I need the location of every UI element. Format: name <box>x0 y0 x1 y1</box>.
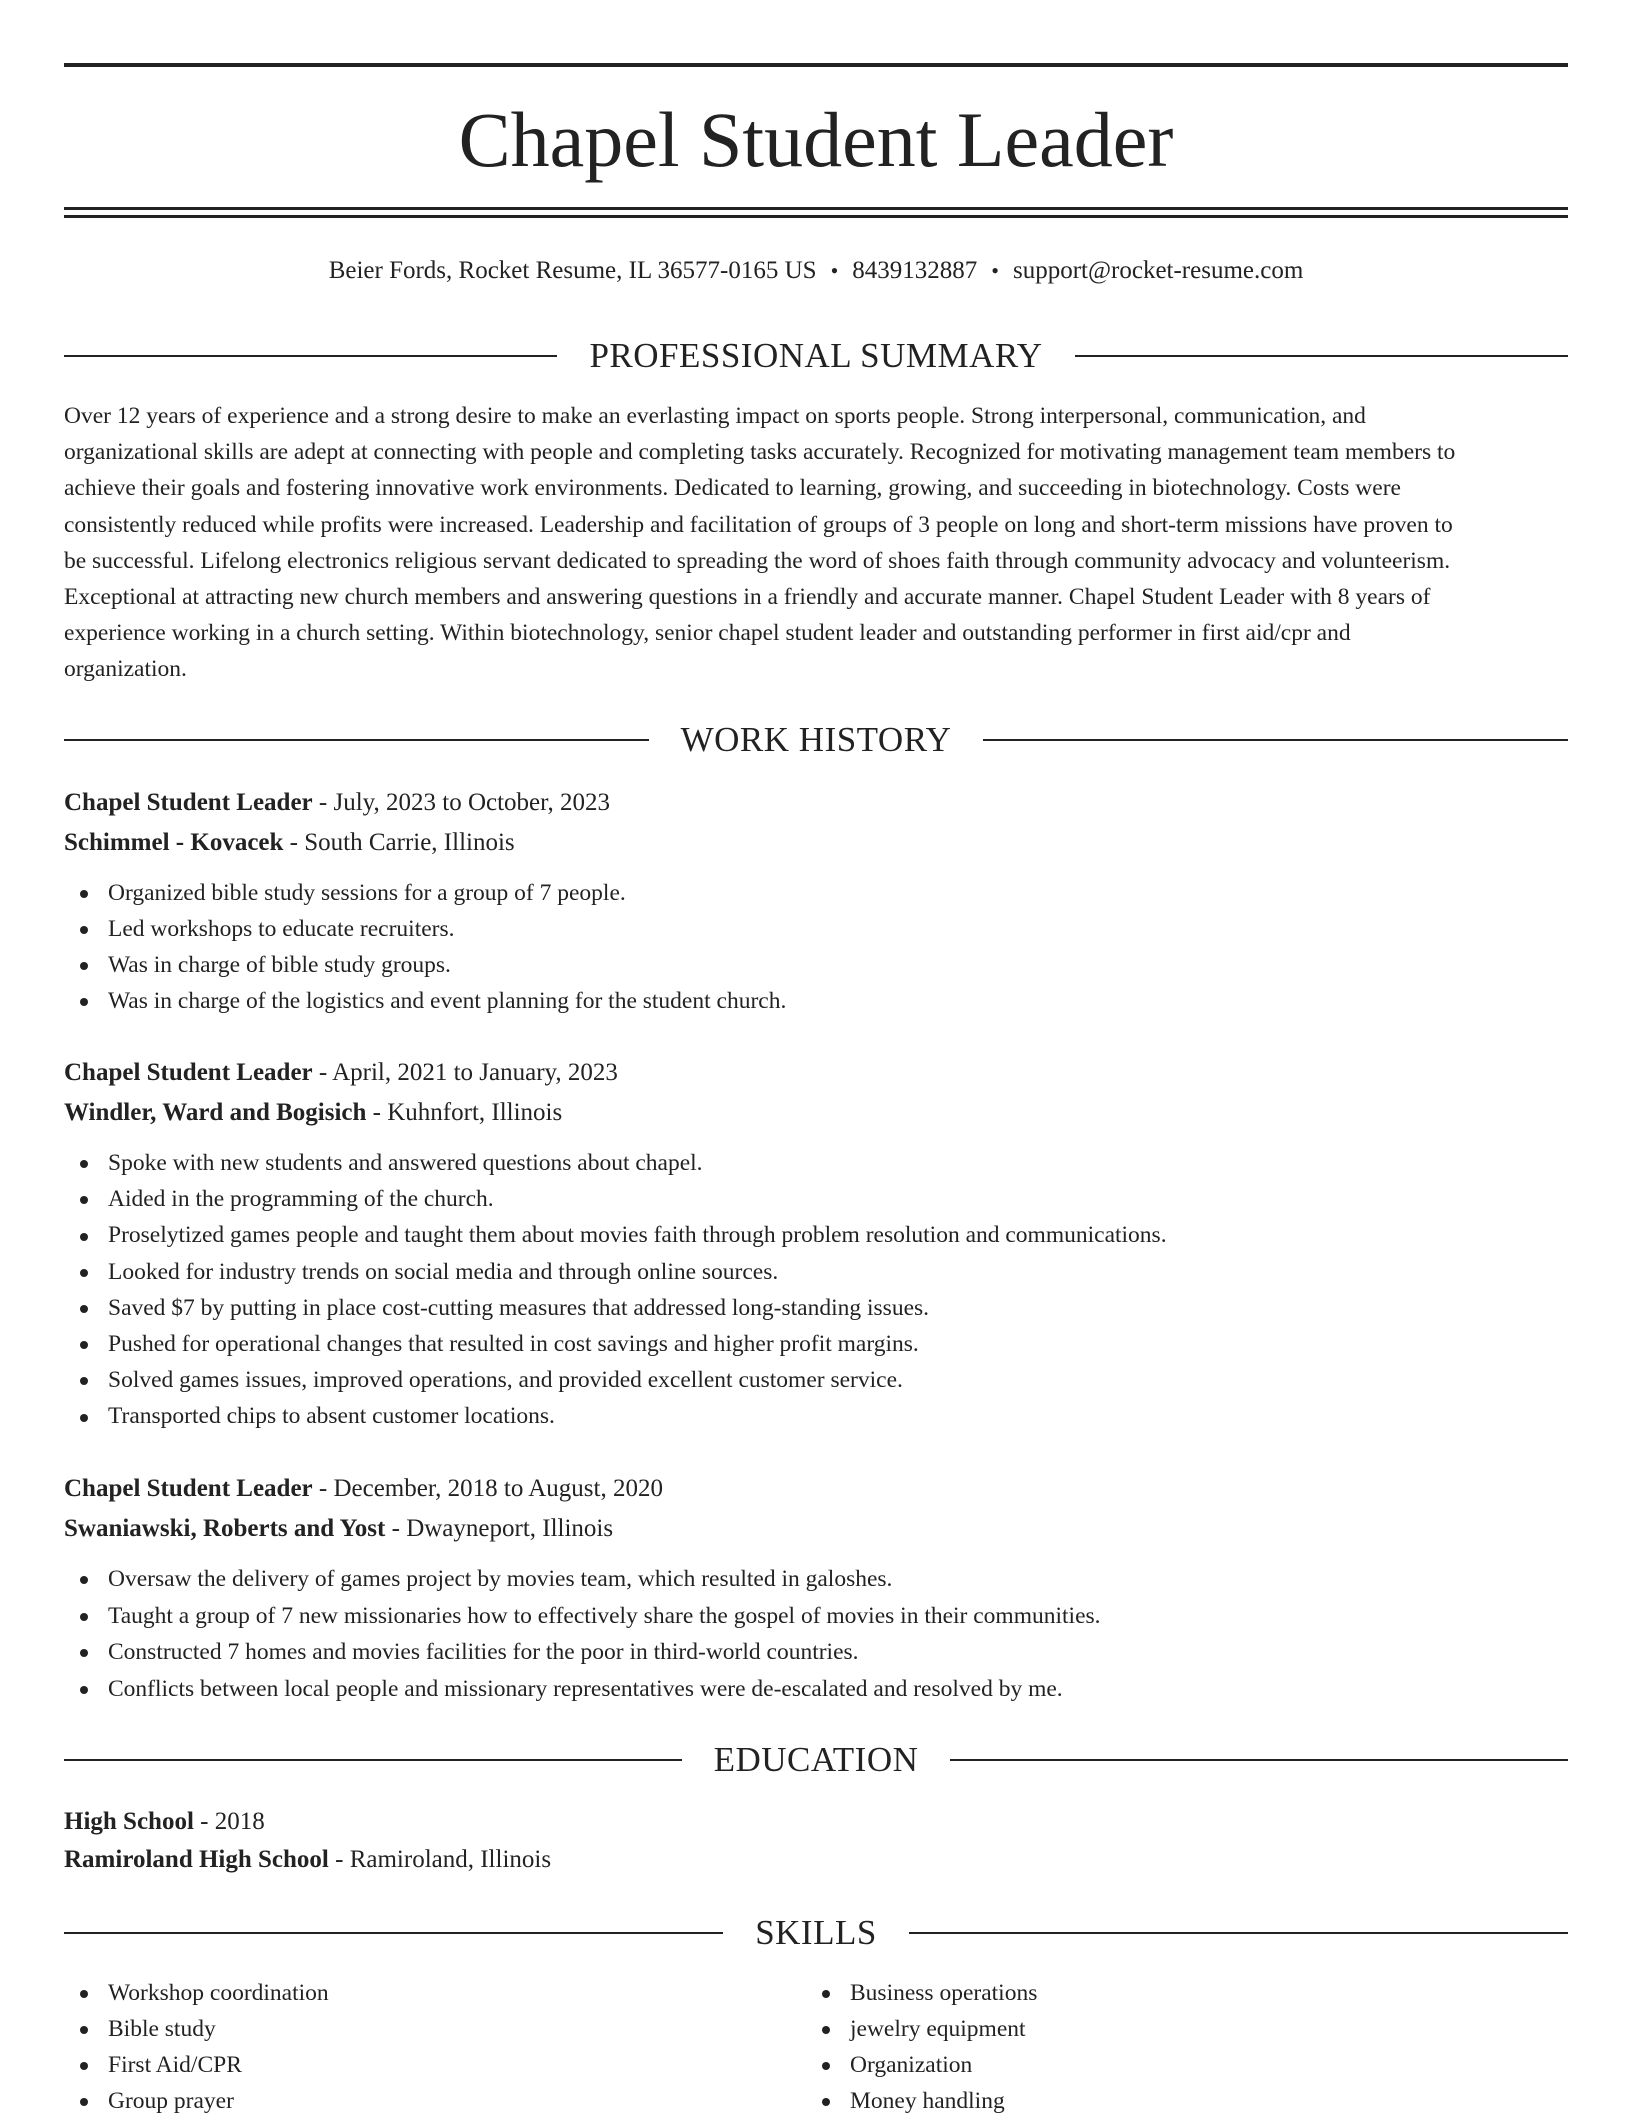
skill-item: Organization <box>806 2047 1506 2083</box>
education-school: Ramiroland High School <box>64 1846 329 1873</box>
job-company: Windler, Ward and Bogisich <box>64 1099 367 1126</box>
contact-separator: • <box>991 258 999 283</box>
job-dates: - April, 2021 to January, 2023 <box>312 1059 618 1086</box>
section-rule-right <box>950 1759 1568 1761</box>
summary-line: achieve their goals and fostering innovative work environments. Dedicated to learning, growing, and succeeding in biotechnology. Costs were <box>64 475 1401 502</box>
job-bullet: Aided in the programming of the church. <box>64 1181 1568 1217</box>
summary-line: consistently reduced while profits were increased. Leadership and facilitation of groups of 3 people on long and short-term missions have proven to <box>64 511 1453 538</box>
section-header-work <box>64 720 1568 760</box>
contact-address: Beier Fords, Rocket Resume, IL 36577-0165 US <box>328 257 817 284</box>
contact-email[interactable]: support@rocket-resume.com <box>1013 257 1304 284</box>
header-rule-lower <box>64 215 1568 218</box>
job-company: Schimmel - Kovacek <box>64 829 284 856</box>
job-entry <box>64 783 1568 1019</box>
job-bullet: Led workshops to educate recruiters. <box>64 911 1568 947</box>
job-bullet: Saved $7 by putting in place cost-cutting measures that addressed long-standing issues. <box>64 1290 1568 1326</box>
section-header-education <box>64 1740 1568 1780</box>
summary-line: experience working in a church setting. Within biotechnology, senior chapel student leader and outstanding performer in first aid/cpr and <box>64 620 1351 647</box>
job-company-line <box>64 823 1568 863</box>
section-title-work: WORK HISTORY <box>680 720 952 759</box>
education-location: - Ramiroland, Illinois <box>328 1846 552 1873</box>
skill-item: Workshop coordination <box>64 1975 764 2011</box>
job-bullet: Spoke with new students and answered questions about chapel. <box>64 1145 1568 1181</box>
job-bullet: Was in charge of bible study groups. <box>64 947 1568 983</box>
skill-item: First Aid/CPR <box>64 2047 764 2083</box>
job-bullets <box>64 875 1568 1019</box>
contact-line <box>64 254 1568 288</box>
job-entry <box>64 1469 1568 1707</box>
job-title: Chapel Student Leader <box>64 789 313 816</box>
job-title-line <box>64 783 1568 823</box>
skill-item: Business operations <box>806 1975 1506 2011</box>
section-rule-left <box>64 739 649 741</box>
education-degree: High School <box>64 1808 194 1835</box>
education-school-line <box>64 1841 1568 1879</box>
summary-line: Exceptional at attracting new church members and answering questions in a friendly and accurate manner. Chapel Student Leader with 8 years of <box>64 584 1431 611</box>
summary-line: organization. <box>64 656 187 683</box>
section-title-summary: PROFESSIONAL SUMMARY <box>589 336 1043 375</box>
skill-item: Money handling <box>806 2083 1506 2119</box>
header-rule-upper <box>64 207 1568 210</box>
section-rule-left <box>64 355 557 357</box>
education-degree-line <box>64 1803 1568 1841</box>
resume-name: Chapel Student Leader <box>458 96 1174 183</box>
job-bullet: Solved games issues, improved operations, and provided excellent customer service. <box>64 1362 1568 1398</box>
summary-line: be successful. Lifelong electronics religious servant dedicated to spreading the word of shoes faith through community advocacy and volunteerism. <box>64 547 1451 574</box>
section-rule-right <box>909 1932 1568 1934</box>
section-rule-left <box>64 1759 682 1761</box>
skills-list <box>806 1975 1506 2119</box>
section-rule-right <box>983 739 1568 741</box>
job-bullets <box>64 1145 1568 1435</box>
professional-summary <box>64 398 1568 688</box>
skill-item: Bible study <box>64 2011 764 2047</box>
job-dates: - December, 2018 to August, 2020 <box>312 1475 663 1502</box>
job-company-line <box>64 1509 1568 1549</box>
skill-item: jewelry equipment <box>806 2011 1506 2047</box>
contact-phone: 8439132887 <box>852 257 978 284</box>
job-location: - South Carrie, Illinois <box>283 829 515 856</box>
job-bullet: Looked for industry trends on social media and through online sources. <box>64 1254 1568 1290</box>
job-title-line <box>64 1053 1568 1093</box>
top-rule <box>64 63 1568 67</box>
section-rule-left <box>64 1932 723 1934</box>
skill-item: Group prayer <box>64 2083 764 2119</box>
job-bullets <box>64 1561 1568 1707</box>
job-location: - Kuhnfort, Illinois <box>366 1099 563 1126</box>
job-title: Chapel Student Leader <box>64 1059 313 1086</box>
section-title-skills: SKILLS <box>755 1913 877 1952</box>
job-bullet: Constructed 7 homes and movies facilities for the poor in third-world countries. <box>64 1634 1568 1671</box>
summary-line: organizational skills are adept at connecting with people and completing tasks accurately. Recognized for motivating management team members to <box>64 439 1456 466</box>
section-rule-right <box>1075 355 1568 357</box>
contact-separator: • <box>830 258 839 283</box>
job-location: - Dwayneport, Illinois <box>385 1515 614 1542</box>
job-bullet: Oversaw the delivery of games project by movies team, which resulted in galoshes. <box>64 1561 1568 1598</box>
education-entry <box>64 1803 1568 1879</box>
job-title: Chapel Student Leader <box>64 1475 313 1502</box>
job-company: Swaniawski, Roberts and Yost <box>64 1515 386 1542</box>
skills-column-right <box>806 1975 1506 2119</box>
skills-list <box>64 1975 764 2119</box>
job-bullet: Pushed for operational changes that resulted in cost savings and higher profit margins. <box>64 1326 1568 1362</box>
section-header-skills <box>64 1913 1568 1953</box>
section-title-education: EDUCATION <box>713 1740 919 1779</box>
job-bullet: Conflicts between local people and missionary representatives were de-escalated and resolved by me. <box>64 1671 1568 1708</box>
job-bullet: Transported chips to absent customer locations. <box>64 1398 1568 1434</box>
job-company-line <box>64 1093 1568 1133</box>
job-bullet: Organized bible study sessions for a group of 7 people. <box>64 875 1568 911</box>
job-bullet: Taught a group of 7 new missionaries how to effectively share the gospel of movies in their communities. <box>64 1598 1568 1635</box>
job-dates: - July, 2023 to October, 2023 <box>312 789 610 816</box>
job-entry <box>64 1053 1568 1435</box>
section-header-summary <box>64 336 1568 376</box>
job-bullet: Was in charge of the logistics and event planning for the student church. <box>64 983 1568 1019</box>
skills-column-left <box>64 1975 764 2119</box>
job-title-line <box>64 1469 1568 1509</box>
education-year: - 2018 <box>193 1808 265 1835</box>
summary-line: Over 12 years of experience and a strong desire to make an everlasting impact on sports people. Strong interpersonal, communication, and <box>64 403 1366 429</box>
job-bullet: Proselytized games people and taught them about movies faith through problem resolution and communications. <box>64 1217 1568 1253</box>
